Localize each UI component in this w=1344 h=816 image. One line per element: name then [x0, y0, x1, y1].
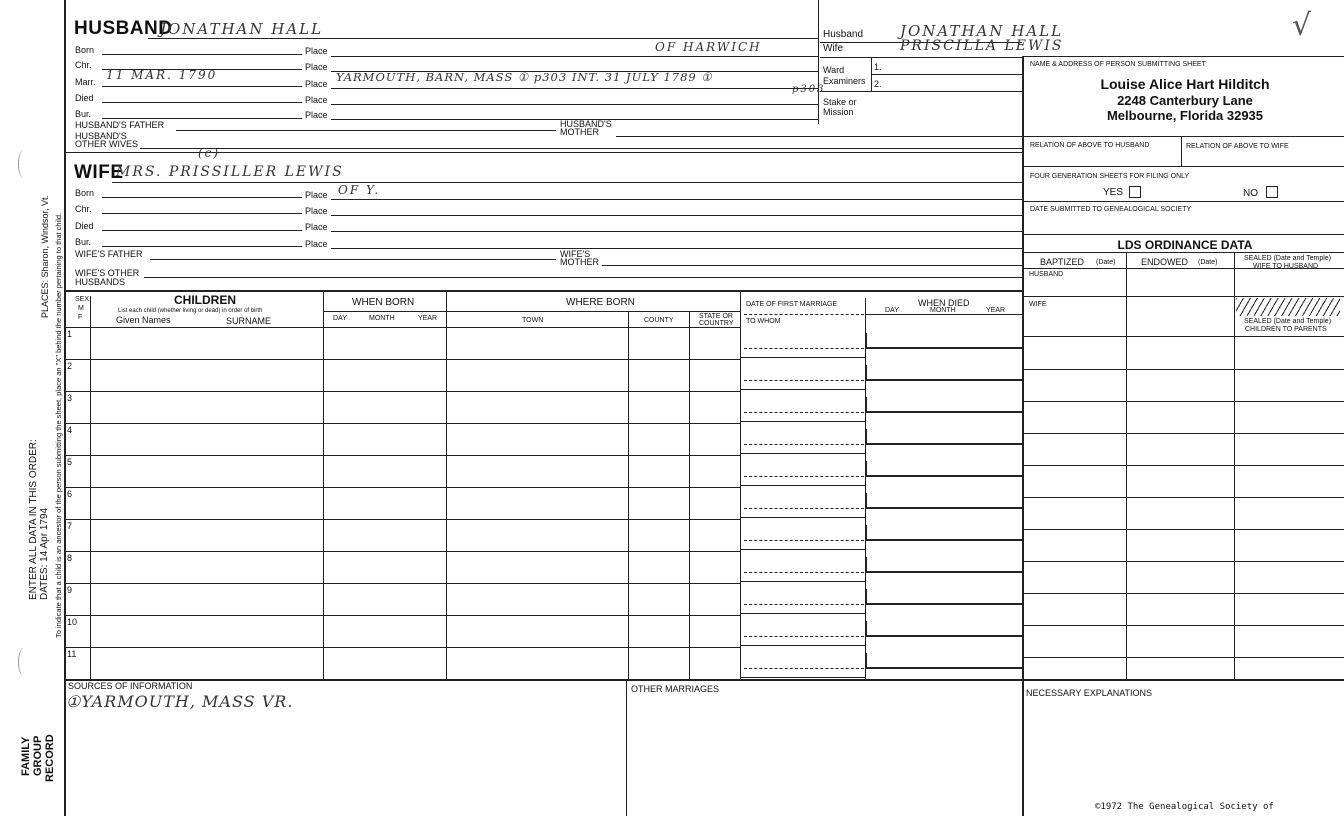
husband-bur-place-label: Place [305, 110, 328, 120]
first-marriage-heading: DATE OF FIRST MARRIAGE [746, 301, 838, 308]
where-born-town: TOWN [522, 317, 544, 324]
submitter-label: NAME & ADDRESS OF PERSON SUBMITTING SHEET [1030, 61, 1206, 68]
husband-name-handwritten: JONATHAN HALL [160, 20, 324, 38]
wife-father-label: WIFE'S FATHER [75, 249, 143, 259]
child-row-number: 4 [67, 425, 73, 435]
child-row-number: 7 [67, 521, 73, 531]
wife-born-place-label: Place [305, 190, 328, 200]
when-died-month: MONTH [930, 307, 956, 314]
husband-heading: HUSBAND [74, 18, 173, 39]
sources-label: SOURCES OF INFORMATION [68, 681, 193, 691]
husband-marr-label: Marr. [75, 77, 96, 87]
lds-baptized-label: BAPTIZED [1040, 257, 1085, 267]
margin-child-note: To indicate that a child is an ancestor of the person submitting the sheet, place an "X" behind the number pertaining to that child. [54, 212, 63, 638]
when-died-day: DAY [885, 307, 899, 314]
children-heading: CHILDREN [174, 293, 236, 307]
wife-name-note: (c) [198, 146, 221, 160]
table-row [64, 551, 740, 552]
where-born-state-1: STATE OR [699, 313, 733, 320]
wife-other-husbands-label-2: HUSBANDS [75, 277, 126, 287]
children-sex-label: SEX [75, 296, 90, 303]
summary-examiner-2: 2. [874, 79, 882, 89]
submitter-name: Louise Alice Hart Hilditch [1100, 76, 1270, 92]
margin-instruction: ENTER ALL DATA IN THIS ORDER: [28, 439, 39, 600]
wife-chr-place-label: Place [305, 206, 328, 216]
where-born-state-2: COUNTRY [699, 320, 734, 327]
submitter-street: 2248 Canterbury Lane [1117, 93, 1253, 108]
checkmark: √ [1292, 8, 1312, 43]
to-whom-label: TO WHOM [746, 318, 781, 325]
lds-sealed-children-1: SEALED (Date and Temple) [1244, 318, 1332, 325]
where-born-county: COUNTY [644, 317, 674, 324]
summary-ward-label: Ward [823, 65, 845, 75]
wife-heading: WIFE [74, 162, 124, 183]
husband-other-wives-label-1: HUSBAND'S [75, 131, 127, 141]
husband-chr-label: Chr. [75, 60, 92, 70]
table-row [64, 423, 740, 424]
husband-marr-date: 11 MAR. 1790 [106, 68, 218, 82]
table-row [64, 359, 740, 360]
husband-chr-place-label: Place [305, 62, 328, 72]
margin-dates: DATES: 14 Apr 1794 [39, 507, 50, 600]
summary-stake-label-1: Stake or [823, 97, 857, 107]
when-born-month: MONTH [369, 315, 395, 322]
four-gen-yes-checkbox[interactable] [1129, 186, 1141, 198]
lds-baptized-date: (Date) [1096, 259, 1116, 266]
child-row-number: 2 [67, 361, 73, 371]
husband-died-label: Died [75, 93, 94, 103]
summary-wife-name: PRISCILLA LEWIS [900, 38, 1064, 54]
wife-chr-label: Chr. [75, 204, 92, 214]
husband-mother-label: HUSBAND'S MOTHER [560, 119, 612, 137]
wife-died-place-label: Place [305, 222, 328, 232]
child-row-number: 6 [67, 489, 73, 499]
wife-born-label: Born [75, 188, 95, 198]
four-gen-label: FOUR GENERATION SHEETS FOR FILING ONLY [1030, 173, 1190, 180]
lds-sealed-children-2: CHILDREN TO PARENTS [1245, 326, 1327, 333]
sources-handwritten: ①YARMOUTH, MASS VR. [66, 692, 294, 711]
children-given-names: Given Names [116, 315, 171, 325]
when-died-heading: WHEN DIED [918, 298, 970, 308]
lds-wife-label: WIFE [1029, 301, 1047, 308]
child-row-number: 8 [67, 553, 73, 563]
wife-mother-label-2: MOTHER [560, 257, 599, 267]
table-row [64, 583, 740, 584]
when-born-year: YEAR [418, 315, 438, 322]
lds-endowed-label: ENDOWED [1141, 257, 1188, 267]
children-surname: SURNAME [226, 316, 272, 326]
wife-name-handwritten: MRS. PRISSILLER LEWIS [116, 164, 344, 180]
margin-places: PLACES: Sharon, Windsor, Vt. [40, 194, 50, 318]
lds-sealed-label-1: SEALED (Date and Temple) [1244, 255, 1332, 262]
children-instruction: List each child (whether living or dead) in order of birth [118, 308, 263, 314]
child-row-number: 10 [67, 617, 78, 627]
form-title-record: RECORD [44, 734, 56, 782]
table-row [64, 647, 740, 648]
wife-other-husbands-label-1: WIFE'S OTHER [75, 268, 140, 278]
husband-father-label: HUSBAND'S FATHER [75, 120, 165, 130]
summary-husband-name: JONATHAN HALL [900, 22, 1064, 40]
wife-born-place: OF Y. [338, 183, 381, 197]
husband-marr-place: YARMOUTH, BARN, MASS ① p303 INT. 31 JULY 1789 ① [336, 70, 713, 84]
lds-sealed-label-2: WIFE TO HUSBAND [1253, 263, 1319, 270]
lds-husband-label: HUSBAND [1029, 271, 1064, 278]
date-submitted-label: DATE SUBMITTED TO GENEALOGICAL SOCIETY [1030, 206, 1192, 213]
wife-died-label: Died [75, 221, 94, 231]
four-gen-no-label: NO [1243, 188, 1258, 199]
necessary-explanations-label: NECESSARY EXPLANATIONS [1026, 688, 1153, 698]
husband-marr-place-note: p303 [792, 84, 826, 95]
summary-wife-label: Wife [823, 43, 843, 54]
child-row-number: 9 [67, 585, 73, 595]
form-title-group: GROUP [32, 735, 44, 776]
lds-hatched-box [1236, 298, 1340, 316]
lds-endowed-date: (Date) [1198, 259, 1218, 266]
table-row [64, 455, 740, 456]
table-row [64, 487, 740, 488]
children-sex-m: M [78, 305, 84, 312]
husband-born-place: OF HARWICH [655, 40, 762, 54]
copyright: ©1972 The Genealogical Society of [1095, 802, 1274, 812]
submitter-city: Melbourne, Florida 32935 [1106, 108, 1264, 123]
husband-bur-label: Bur. [75, 109, 92, 119]
child-row-number: 5 [67, 457, 73, 467]
lds-heading: LDS ORDINANCE DATA [1117, 238, 1253, 252]
where-born-heading: WHERE BORN [566, 297, 635, 308]
husband-born-place-label: Place [305, 46, 328, 56]
wife-mother-label-1: WIFE'S [560, 249, 591, 259]
child-row-number: 3 [67, 393, 73, 403]
hole-punch-top [18, 150, 29, 178]
wife-bur-place-label: Place [305, 239, 328, 249]
summary-examiners-label: Examiners [823, 76, 866, 86]
relation-wife-label: RELATION OF ABOVE TO WIFE [1186, 143, 1289, 150]
form-title-family: FAMILY [20, 736, 32, 776]
child-row-number: 1 [67, 329, 73, 339]
table-row [64, 519, 740, 520]
relation-husband-label: RELATION OF ABOVE TO HUSBAND [1030, 142, 1150, 149]
husband-other-wives-label-2: OTHER WIVES [75, 139, 139, 149]
when-born-heading: WHEN BORN [352, 297, 415, 308]
when-born-day: DAY [333, 315, 347, 322]
summary-stake-label-2: Mission [823, 107, 854, 117]
when-died-year: YEAR [986, 307, 1006, 314]
four-gen-no-checkbox[interactable] [1266, 186, 1278, 198]
husband-born-label: Born [75, 45, 95, 55]
four-gen-yes-label: YES [1103, 187, 1124, 198]
wife-bur-label: Bur. [75, 237, 92, 247]
hole-punch-bottom [18, 648, 29, 676]
table-row [64, 615, 740, 616]
summary-husband-label: Husband [823, 29, 864, 40]
husband-died-place-label: Place [305, 95, 328, 105]
children-sex-f: F [78, 314, 83, 321]
other-marriages-label: OTHER MARRIAGES [631, 684, 720, 694]
summary-examiner-1: 1. [874, 62, 882, 72]
table-row [64, 391, 740, 392]
husband-marr-place-label: Place [305, 79, 328, 89]
child-row-number: 11 [67, 649, 77, 659]
